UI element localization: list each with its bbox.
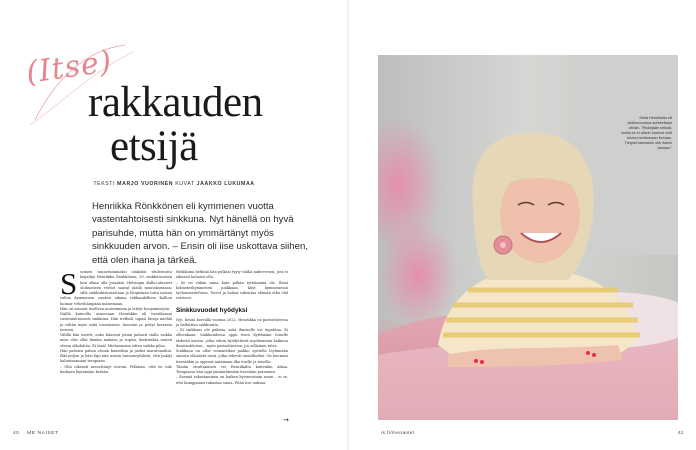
body-paragraph: Välillä hän meivti, onko hänessä jotain pahasti vialla vaikka mies olisi ollut ihanka mukava ja sopiva, kinttirakäs naisvä olessa alkahdota. Ei tänä! Miehuomisia sitten vaikka pilaa. (60, 333, 172, 348)
photo-caption: Sekä Henriikalla ett sinkkuvuosina suhteeltaan vähän. "Riskejään seksiä, mutta se ei aikein tuminut sollt tuima merttomaan kenoas. Tietysti haerasitin olik ihanni kanssa." (621, 116, 672, 150)
portrait-illustration (378, 55, 678, 420)
magazine-name: ME NAISET (27, 431, 59, 436)
right-page-number: 41 (678, 431, 684, 436)
body-paragraph: Sinkkuna on ollut voimavtikisi paikko opetella löytämään omasta elämästä asiat, jotka tekevät onnelliseksi. On huomasi itsensäkin ja oppinut antamaan ilka itselle ja toiselle. (176, 349, 288, 364)
page-gutter (347, 0, 349, 450)
body-paragraph: Hän pahensi pahan olosan baareihin ja juoksi maratonaihin. Ikki puljon ja hävi läpi niin useria tunnuneyhdistä, että pakiyi haluntaansaan terapiaan. (60, 348, 172, 364)
left-folio (13, 431, 59, 436)
body-paragraph: Nyt, kesän korvalla vuonna 2022, Henriikka on parisuhteessa ja hellutttaa sinkkuutta. (176, 317, 288, 327)
body-column-1 (60, 266, 172, 375)
continue-arrow-icon: → (283, 416, 289, 424)
byline-text-label: TEKSTI (93, 181, 116, 187)
body-paragraph: – Ei sinkkuus ole pakista, mitä ihmiselle voi tapahtua. Ei olleenkaan. Sinkkuudessa oppii itsen ilyttämäni toiselle tärkeää asioita, jotka sitten hyödyttävät myöhemmin kaikissa ihmissuhteissa – myös parisuhteessa, jos sellainen tulee. (176, 328, 288, 348)
headline-line-1: rakkauden (88, 79, 263, 126)
lead-paragraph: Henriikka Rönkkönen eli kymmenen vuotta vastentahtoisesti sinkkuna. Nyt hänellä on hyvä parisuhde, mutta hän on ymmärtänyt myös sinkkuuden arvon. – Ensin oli iise uskottava siihen, että olen ihana ja tärkeä. (92, 201, 308, 266)
byline-photo-author: JAAKKO LUKUMAA (196, 181, 255, 187)
headline-line-2: etsijä (110, 123, 198, 170)
left-page-number: 40 (13, 431, 20, 436)
body-paragraph: Heikkoina hetkinä hän pelkäsi tyyty vääkä nabrevesen, joss ei oikeasti haluaisi olla. (176, 270, 288, 280)
body-paragraph: – Esenaä rakastaminen on haiken hyvinvoinnin avain – ei se, että kumppanisi rakastaa sinua. Pitää itse auksua (176, 375, 288, 385)
body-paragraph: uomen tunnetuimmaksi sinkuksi tituleerattu kirjailija Henriikka Rönkkönen, 39, sinkkuvuosien koti alkaa olla jossakin. Helsingin Kallio-alueiset olohuoneen verhot saavat jäädä muutoksenaan, sillä sinkkuhistoriastaan ja blogistaan tuttu naisen valtaa kymmenen vuoden aikana rakkaudelleen Kallion huimar veheshämpään maisemaan. (60, 270, 172, 306)
byline-photo-label: KUVAT (175, 181, 195, 187)
portrait-photo (378, 55, 678, 420)
drop-cap: S (60, 266, 78, 301)
body-paragraph: – Se on väkän sama kuin pitkän tyttöinnäni ole. Ilmei kolmenvihymmenen paikkaan, käyt kymmenessä työhaastattelussa. Toivot ja haluat rakentaa elämää etkä eläl ratstavn. (176, 280, 288, 301)
section-subhead: Sinkkuvuodet hyödyksi (176, 306, 248, 314)
body-paragraph: – Olin oikeasti menettänyt toivoni. Pelkäsin, että en tule koskaan löytämään ketään. (60, 364, 172, 374)
byline (0, 181, 348, 187)
byline-text-author: MARJO VUORINEN (117, 181, 174, 187)
body-column-2 (176, 270, 288, 386)
body-paragraph: Hän on ostanut itselleen muisemmen ja lehtyt hoopumistyön. (60, 306, 171, 311)
body-paragraph: Näillä kuinoilla asuessaan Henriikka eli vuosikausia vastentahtoisesti sinkkuna. Hän treffaili, tapasi hivoja miehiä ja vähän myös niitä toiseniaisia. Innostui ja pettyi kerrasta toiseen. (60, 312, 172, 332)
body-paragraph: Tämän oivaltaminen vei Henriikalta kuitenkin aikaa. Terapiassa hän oppi ymmärtämään itsestään parenmin. (176, 364, 288, 374)
headline-prefix: (Itse) (23, 44, 115, 91)
right-folio-url: is.fi/menaiset (381, 431, 415, 436)
